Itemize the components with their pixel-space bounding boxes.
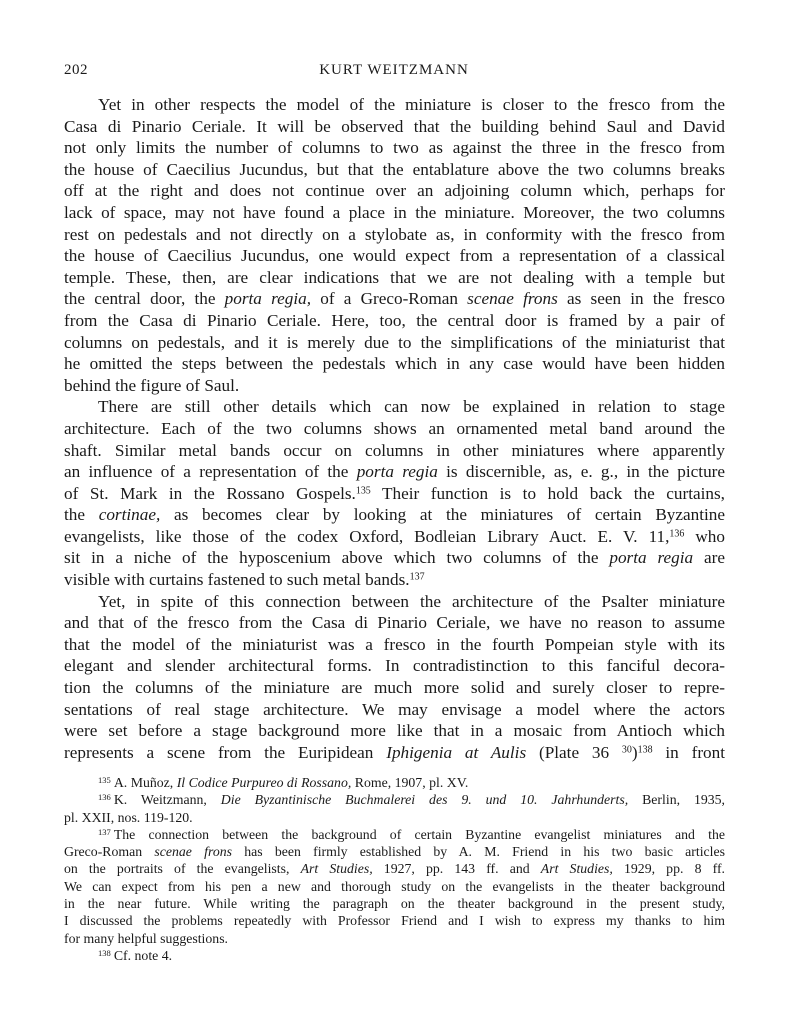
text-line: visible with curtains fastened to such metal bands.$^{137}$ bbox=[64, 570, 425, 590]
text-line: temple. These, then, are clear indications that we are not dealing with a temple but bbox=[64, 267, 725, 287]
text-line: rest on pedestals and not directly on a stylobate as, in conformity with the fresco from bbox=[64, 224, 725, 244]
footnote-text-line: on the portraits of the evangelists, Art Studies, 1927, pp. 143 ff. and Art Studies, 1929, pp. 8 ff. bbox=[64, 861, 725, 877]
text-line: elegant and slender architectural forms. In contradistinction to this fanciful decora- bbox=[64, 656, 725, 676]
text-line: tion the columns of the miniature are much more solid and surely closer to repre- bbox=[64, 678, 725, 698]
footnote-138: $^{138}$ Cf. note 4. bbox=[98, 947, 173, 963]
text-line: lack of space, may not have found a place in the miniature. Moreover, the two columns bbox=[64, 202, 725, 222]
italic-term: porta regia, bbox=[224, 289, 312, 309]
text-line: architecture. Each of the two columns shows an ornamented metal band around the bbox=[64, 418, 725, 438]
footnote-text-line: pl. XXII, nos. 119-120. bbox=[64, 809, 193, 825]
footnote-text-line: for many helpful suggestions. bbox=[64, 930, 229, 946]
text-line: that the model of the miniaturist was a fresco in the fourth Pompeian style with its bbox=[64, 634, 725, 654]
italic-term: porta regia bbox=[609, 548, 694, 568]
page-header bbox=[64, 62, 724, 82]
text-line: the central door, the porta regia, of a Greco-Roman scenae frons as seen in the fresco bbox=[64, 289, 726, 309]
text-line: columns on pedestals, and it is merely due to the simplifications of the miniaturist that bbox=[64, 332, 725, 352]
footnote-text-line: I discussed the problems repeatedly with Professor Friend and I wish to express my thanks to him bbox=[64, 913, 725, 929]
text-line: evangelists, like those of the codex Oxford, Bodleian Library Auct. E. V. 11,$^{136}$ who bbox=[64, 526, 725, 546]
text-line: and that of the fresco from the Casa di Pinario Ceriale, we have no reason to assume bbox=[64, 613, 725, 633]
text-line: represents a scene from the Euripidean Iphigenia at Aulis (Plate 36 $^{30}$)$^{138}$ in front bbox=[64, 742, 726, 762]
text-line: Yet in other respects the model of the miniature is closer to the fresco from the bbox=[98, 95, 725, 114]
page-number: 202 bbox=[64, 62, 88, 78]
text-line: sit in a niche of the hyposcenium above which two columns of the porta regia are bbox=[64, 548, 725, 568]
text-line: There are still other details which can now be explained in relation to stage bbox=[98, 397, 725, 417]
text-line: of St. Mark in the Rossano Gospels.$^{135}$ Their function is to hold back the curtains, bbox=[64, 483, 725, 503]
text-line: were set before a stage background more like that in a mosaic from Antioch which bbox=[64, 721, 725, 741]
plate-ref: 30 bbox=[621, 744, 632, 756]
italic-term: scenae frons bbox=[467, 289, 558, 309]
running-head: KURT WEITZMANN bbox=[319, 62, 469, 78]
text-line: Yet, in spite of this connection between the architecture of the Psalter miniature bbox=[98, 591, 725, 611]
footnote-ref[interactable]: 135 bbox=[355, 485, 371, 497]
text-line: behind the figure of Saul. bbox=[64, 375, 240, 395]
text-line: an influence of a representation of the porta regia is discernible, as, e. g., in the picture bbox=[64, 462, 726, 482]
footnote-135: $^{135}$ A. Muñoz, Il Codice Purpureo di Rossano, Rome, 1907, pl. XV. bbox=[98, 774, 469, 790]
italic-term: porta regia bbox=[356, 462, 438, 482]
text-line: sentations of real stage architecture. We may envisage a model where the actors bbox=[64, 699, 725, 719]
text-line: off at the right and does not continue over an adjoining column which, perhaps for bbox=[64, 181, 725, 201]
italic-term: Iphigenia at Aulis bbox=[386, 742, 527, 762]
text-line: he omitted the steps between the pedestals which in any case would have been hidden bbox=[64, 354, 725, 374]
footnote-ref[interactable]: 137 bbox=[409, 571, 425, 583]
footnotes bbox=[64, 774, 725, 964]
footnote-text-line: We can expect from his pen a new and thorough study on the evangelists in the theater background bbox=[64, 878, 725, 894]
body-text bbox=[64, 94, 725, 763]
footnote-text-line: Greco-Roman scenae frons has been firmly established by A. M. Friend in his two basic articles bbox=[64, 844, 725, 860]
footnote-ref[interactable]: 136 bbox=[669, 528, 685, 540]
text-line: Casa di Pinario Ceriale. It will be observed that the building behind Saul and David bbox=[64, 116, 725, 136]
text-line: the cortinae, as becomes clear by looking at the miniatures of certain Byzantine bbox=[64, 505, 726, 525]
text-line: the house of Caecilius Jucundus, one would expect from a representation of a classical bbox=[64, 246, 725, 266]
text-line: from the Casa di Pinario Ceriale. Here, too, the central door is framed by a pair of bbox=[64, 310, 725, 330]
text-line: shaft. Similar metal bands occur on columns in other miniatures where apparently bbox=[64, 440, 725, 460]
footnote-136: $^{136}$ K. Weitzmann, Die Byzantinische Buchmalerei des 9. und 10. Jahrhunderts, Berlin, 1935, bbox=[98, 792, 725, 808]
text-line: not only limits the number of columns to two as against the three in the fresco from bbox=[64, 138, 725, 158]
footnote-ref[interactable]: 138 bbox=[637, 744, 653, 756]
footnote-text-line: in the near future. While writing the paragraph on the theater background in the present study, bbox=[64, 896, 725, 912]
text-line: the house of Caecilius Jucundus, but that the entablature above the two columns breaks bbox=[64, 159, 725, 179]
italic-term: cortinae, bbox=[98, 505, 161, 525]
footnote-137: $^{137}$ The connection between the background of certain Byzantine evangelist miniatures and the bbox=[98, 826, 725, 842]
